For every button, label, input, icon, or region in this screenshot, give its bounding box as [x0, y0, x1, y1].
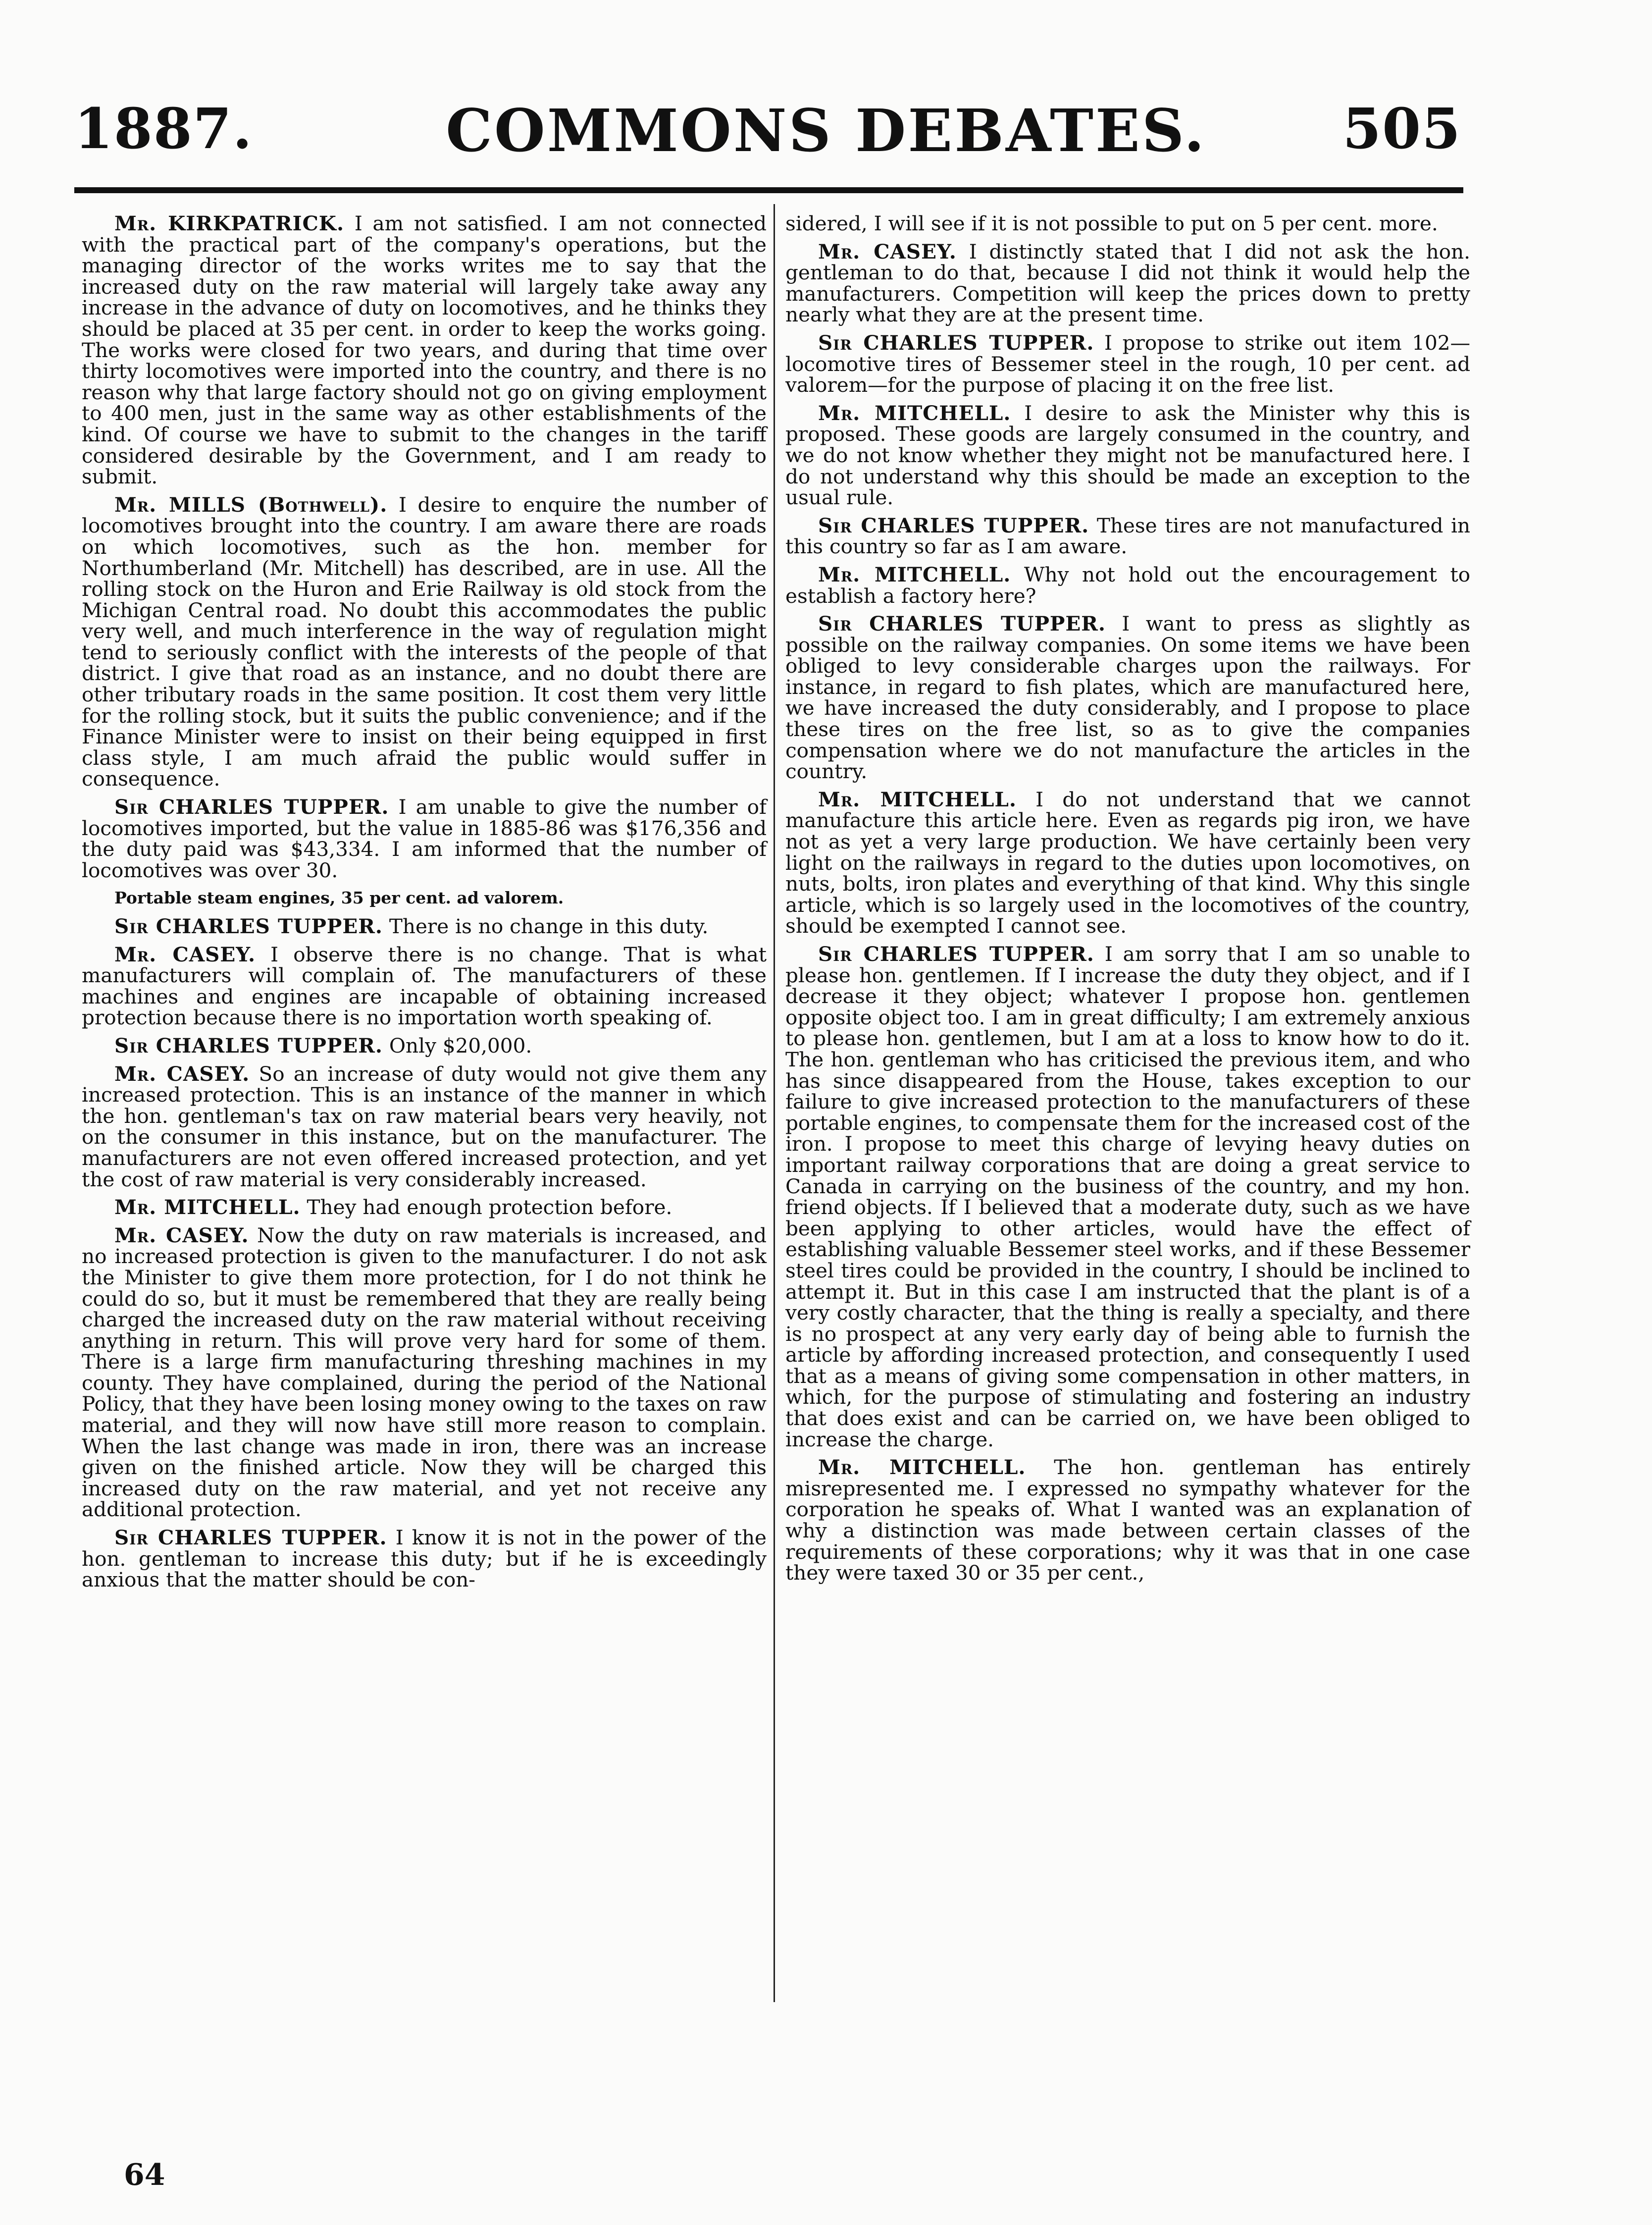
speaker-name: Mr. KIRKPATRICK.	[114, 212, 345, 235]
speech-text: I want to press as slightly as possible on the railway companies. On some items we have been obliged to levy considerable charges upon the railways. For instance, in regard to fish plates, which are manufactured here, we have increased the duty considerably, and I propose to place these tires on the free list, so as to give the companies compensation where we do not manufacture the articles in the country.	[785, 612, 1471, 784]
signature-mark: 64	[124, 2158, 165, 2192]
speech-paragraph	[82, 213, 767, 487]
speaker-name: Mr. MITCHELL.	[818, 562, 1011, 586]
speech-paragraph	[82, 1063, 767, 1190]
column-divider	[774, 204, 775, 2002]
speaker-name: Sir CHARLES TUPPER.	[114, 1033, 383, 1058]
tariff-item: Portable steam engines, 35 per cent. ad valorem.	[114, 888, 564, 908]
speech-text: I desire to enquire the number of locomotives brought into the country. I am aware there are roads on which locomotives, such as the hon. member for Northumberland (Mr. Mitchell) has described, are in use. All the rolling stock on the Huron and Erie Railway is old stock from the Michigan Central road. No doubt this accommodates the public very well, and much interference in the way of regulation might tend to seriously conflict with the interests of the people of that district. I give that road as an instance, and no doubt there are other tributary roads in the same position. It cost them very little for the rolling stock, but it suits the public convenience; and if the Finance Minister were to insist on their being equipped in first class style, I am much afraid the public would suffer in consequence.	[82, 492, 767, 791]
speech-text: I desire to ask the Minister why this is proposed. These goods are largely consumed in the country, and we do not know whether they might not be manufactured here. I do not understand why this should be made an exception to the usual rule.	[785, 401, 1471, 510]
speech-text: Only $20,000.	[389, 1033, 532, 1058]
speech-paragraph	[82, 1197, 767, 1218]
speech-paragraph	[785, 944, 1470, 1450]
speaker-name: Mr. MITCHELL.	[818, 401, 1011, 425]
speech-paragraph	[82, 1225, 767, 1520]
speech-text: I observe there is no change. That is what manufacturers will complain of. The manufacturers of these machines and engines are incapable of obtaining increased protection because there is no importation worth speaking of.	[82, 942, 767, 1030]
left-column	[82, 213, 767, 1597]
speaker-name: Mr. MITCHELL.	[818, 1455, 1026, 1480]
speech-paragraph	[82, 944, 767, 1028]
speaker-name: Mr. MITCHELL.	[818, 787, 1017, 811]
speaker-name: Sir CHARLES TUPPER.	[114, 795, 389, 819]
speech-text: I do not understand that we cannot manufacture this article here. Even as regards pig iron, we have not as yet a very large production. We have certainly been very light on the railways in regard to the duties upon locomotives, on nuts, bolts, iron plates and everything of that kind. Why this single article, which is so largely used in the locomotives of the country, should be exempted I cannot see.	[785, 787, 1470, 938]
speech-paragraph	[785, 564, 1470, 606]
speech-paragraph	[785, 515, 1470, 557]
speech-paragraph	[82, 494, 767, 790]
paragraph-continuation: sidered, I will see if it is not possible to put on 5 per cent. more.	[785, 212, 1438, 235]
speaker-name: Mr. MILLS (Bothwell).	[114, 492, 388, 517]
speech-paragraph	[785, 332, 1470, 396]
speaker-name: Mr. CASEY.	[818, 239, 957, 264]
speaker-name: Mr. CASEY.	[114, 1223, 249, 1247]
speaker-name: Mr. CASEY.	[114, 942, 256, 966]
speech-text: I know it is not in the power of the hon. gentleman to increase this duty; but if he is exceedingly anxious that the matter should be con-	[82, 1526, 767, 1592]
speaker-name: Sir CHARLES TUPPER.	[818, 942, 1094, 966]
speaker-name: Sir CHARLES TUPPER.	[818, 513, 1089, 537]
speech-paragraph	[82, 1527, 767, 1590]
speech-text: I am not satisfied. I am not connected with the practical part of the company's operations, but the managing director of the works writes me to say that the increased duty on the raw material will largely take away any increase in the advance of duty on locomotives, and he thinks they should be placed at 35 per cent. in order to keep the works going. The works were closed for two years, and during that time over thirty locomotives were imported into the country, and there is no reason why that large factory should not go on giving employment to 400 men, just in the same way as other establishments of the kind. Of course we have to submit to the changes in the tariff considered desirable by the Government, and I am ready to submit.	[82, 212, 767, 489]
right-column	[785, 213, 1470, 1590]
speech-paragraph	[785, 789, 1470, 937]
speech-text: I am unable to give the number of locomotives imported, but the value in 1885-86 was $176,356 and the duty paid was $43,334. I am informed that the number of locomotives was over 30.	[82, 795, 767, 882]
speech-text: So an increase of duty would not give them any increased protection. This is an instance of the manner in which the hon. gentleman's tax on raw material bears very heavily, not on the consumer in this instance, but on the manufacturer. The manufacturers are not even offered increased protection, and yet the cost of raw material is very considerably increased.	[82, 1061, 767, 1191]
speech-text: They had enough protection before.	[307, 1195, 672, 1219]
header-rule	[74, 187, 1463, 193]
speech-text: These tires are not manufactured in this country so far as I am aware.	[785, 513, 1470, 559]
speech-text: I distinctly stated that I did not ask the hon. gentleman to do that, because I did not think it would help the manufacturers. Competition will keep the prices down to pretty nearly what they are at the present time.	[785, 239, 1471, 327]
speech-paragraph	[785, 241, 1470, 325]
speech-paragraph	[82, 916, 767, 937]
speaker-name: Sir CHARLES TUPPER.	[114, 1526, 387, 1550]
speech-text: Why not hold out the encouragement to establish a factory here?	[785, 562, 1470, 608]
header-year: 1887.	[74, 97, 253, 161]
speaker-name: Mr. CASEY.	[114, 1061, 250, 1086]
page-number: 505	[1342, 97, 1461, 161]
speech-text: I propose to strike out item 102—locomotive tires of Bessemer steel in the rough, 10 per cent. ad valorem—for the purpose of placing it on the free list.	[785, 330, 1471, 397]
speaker-name: Sir CHARLES TUPPER.	[818, 330, 1094, 355]
speech-text: The hon. gentleman has entirely misrepresented me. I expressed no sympathy whatever for the corporation he speaks of. What I wanted was an explanation of why a distinction was made between certain classes of the requirements of these corporations; why it was that in one case they were taxed 30 or 35 per cent.,	[785, 1455, 1470, 1585]
page-title: COMMONS DEBATES.	[446, 96, 1206, 165]
speech-text: I am sorry that I am so unable to please hon. gentlemen. If I increase the duty they object, and if I decrease it they object; whatever I propose hon. gentlemen opposite object too. I am in great difficulty; I am extremely anxious to please hon. gentlemen, but I am at a loss to know how to do it. The hon. gentleman who has criticised the previous item, and who has since disappeared from the House, takes exception to our failure to give increased protection to the manufacturers of these portable engines, to compensate them for the increased cost of the iron. I propose to meet this charge of levying heavy duties on important railway corporations that are doing a great service to Canada in carrying on the business of the country, and my hon. friend objects. If I believed that a moderate duty, such as we have been applying to other articles, would have the effect of establishing valuable Bessemer steel works, and if these Bessemer steel tires could be provided in the country, I should be inclined to attempt it. But in this case I am instructed that the plant is of a very costly character, that the thing is really a specialty, and there is no prospect at any very early day of being able to furnish the article by affording increased protection, and consequently I used that as a means of giving some compensation in other matters, in which, for the purpose of stimulating and fostering an industry that does exist and can be carried on, we have been obliged to increase the charge.	[785, 942, 1471, 1451]
speech-text: There is no change in this duty.	[389, 914, 709, 938]
speech-paragraph	[785, 1457, 1470, 1584]
speaker-name: Sir CHARLES TUPPER.	[114, 914, 383, 938]
speech-paragraph	[82, 1035, 767, 1057]
speaker-name: Mr. MITCHELL.	[114, 1195, 301, 1219]
speaker-name: Sir CHARLES TUPPER.	[818, 612, 1106, 636]
speech-paragraph	[785, 613, 1470, 782]
speech-paragraph	[82, 796, 767, 881]
speech-text: Now the duty on raw materials is increased, and no increased protection is given to the manufacturer. I do not ask the Minister to give them more protection, for I do not think he could do so, but it must be remembered that they are really being charged the increased duty on the raw material without receiving anything in return. This will prove very hard for some of them. There is a large firm manufacturing threshing machines in my county. They have complained, during the period of the National Policy, that they have been losing money owing to the taxes on raw material, and they will now have still more reason to complain. When the last change was made in iron, there was an increase given on the finished article. Now they will be charged this increased duty on the raw material, and yet not receive any additional protection.	[82, 1223, 767, 1522]
speech-paragraph	[785, 403, 1470, 508]
